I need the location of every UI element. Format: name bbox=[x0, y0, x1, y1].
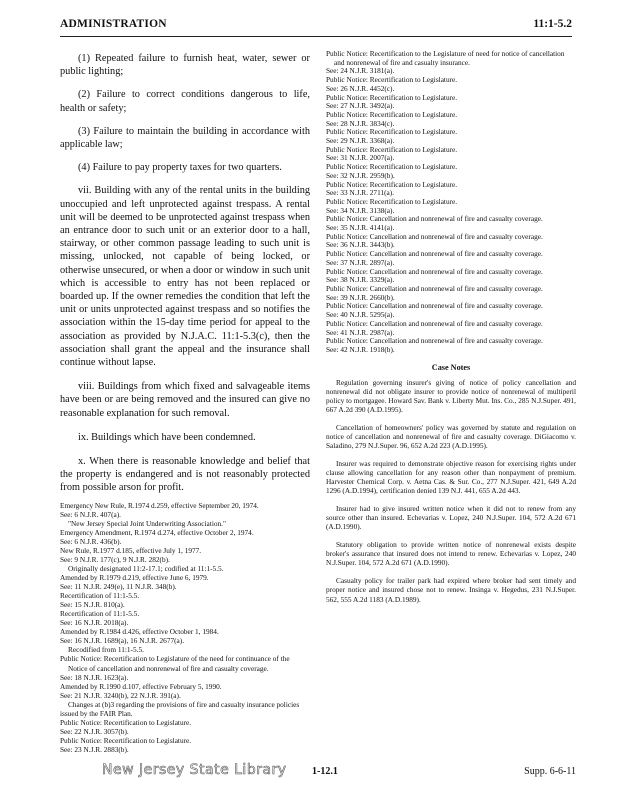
rule-item-3: (3) Failure to maintain the building in accordance with applicable law; bbox=[60, 125, 310, 151]
history-line: Public Notice: Recertification to Legislature. bbox=[326, 127, 458, 137]
history-line: See: 6 N.J.R. 436(b). bbox=[60, 536, 122, 546]
history-line: See: 11 N.J.R. 249(e), 11 N.J.R. 348(b). bbox=[60, 582, 177, 592]
history-line: Public Notice: Recertification to Legislature. bbox=[326, 92, 458, 102]
history-line: See: 29 N.J.R. 3368(a). bbox=[326, 136, 395, 146]
history-line: Emergency Amendment, R.1974 d.274, effective October 2, 1974. bbox=[60, 527, 254, 537]
case-notes-heading: Case Notes bbox=[431, 362, 471, 372]
rule-item-vii: vii. Building with any of the rental units in the building unoccupied and left unprotected against trespass. A rental unit will be deemed to be unprotected against trespass when an entrance door to such unit or an exterior door to a hall, stairway, or other common passage leading to such unit is missing, unlocked, not capable of being locked, or otherwise unsecured, or when a door or window in such unit which is accessible to entry has not been replaced or boarded up. If the owner remedies the condition that left the unit or units unprotected against trespass and so notifies the association within the 15-day time period for appeal to the association as provided by N.J.A.C. 11:1-5.3(c), then the association shall grant the appeal and the insurance shall continue without lapse. bbox=[60, 185, 310, 369]
header-section-title: ADMINISTRATION bbox=[60, 18, 167, 30]
history-notes-right bbox=[326, 50, 576, 355]
history-line: See: 31 N.J.R. 2007(a). bbox=[326, 153, 395, 163]
history-line: See: 23 N.J.R. 2883(b). bbox=[60, 744, 129, 754]
history-line: See: 36 N.J.R. 3443(b). bbox=[326, 240, 395, 250]
rule-item-x: x. When there is reasonable knowledge and belief that the property is endangered and is not reasonably protected from possible arson for profit. bbox=[60, 456, 310, 494]
history-line: See: 26 N.J.R. 4452(c). bbox=[326, 83, 395, 93]
history-line: Amended by R.1984 d.426, effective October 1, 1984. bbox=[60, 627, 219, 637]
history-line: See: 18 N.J.R. 1623(a). bbox=[60, 672, 129, 682]
history-line: See: 28 N.J.R. 3834(c). bbox=[326, 118, 395, 128]
history-line: See: 27 N.J.R. 3492(a). bbox=[326, 101, 395, 111]
case-note: Regulation governing insurer's giving of notice of policy cancellation and nonrenewal did not obligate insurer to provide notice of nonrenewal of multiperil policy to mortgagee. Howard Sav. Bank v. Liberty Mut. Ins. Co., 285 N.J.Super. 491, 667 A.2d 390 (A.D.1995). bbox=[326, 377, 576, 414]
rule-item-ix: ix. Buildings which have been condemned. bbox=[78, 431, 256, 443]
history-line: Public Notice: Cancellation and nonrenewal of fire and casualty coverage. bbox=[326, 214, 543, 224]
history-line: Public Notice: Cancellation and nonrenewal of fire and casualty coverage. bbox=[326, 318, 543, 328]
supplement-date: Supp. 6-6-11 bbox=[524, 766, 576, 777]
rule-item-1: (1) Repeated failure to furnish heat, water, sewer or public lighting; bbox=[60, 53, 310, 78]
header-rule-line bbox=[60, 36, 572, 37]
history-line: Amended by R.1979 d.219, effective June 6, 1979. bbox=[60, 573, 209, 583]
history-line: See: 42 N.J.R. 1918(b). bbox=[326, 344, 395, 354]
history-line: Public Notice: Cancellation and nonrenewal of fire and casualty coverage. bbox=[326, 266, 543, 276]
history-line: See: 37 N.J.R. 2897(a). bbox=[326, 257, 395, 267]
history-line: Public Notice: Cancellation and nonrenewal of fire and casualty coverage. bbox=[326, 336, 543, 346]
history-line: Public Notice: Recertification to Legislature. bbox=[326, 144, 458, 154]
history-line: See: 16 N.J.R. 2018(a). bbox=[60, 618, 129, 628]
history-line: Recodified from 11:1-5.5. bbox=[68, 645, 144, 655]
case-note: Cancellation of homeowners' policy was governed by statute and regulation on notice of cancellation and nonrenewal of fire and casualty coverage. DiGiacomo v. Saladino, 279 N.J.Super. 96, 652 A.2d 223 (A.D.1995). bbox=[326, 422, 576, 450]
running-header bbox=[60, 18, 572, 32]
history-line: See: 40 N.J.R. 5295(a). bbox=[326, 310, 395, 320]
case-note: Insurer was required to demonstrate objective reason for exercising rights under clause allowing cancellation for any reason other than nonpayment of premium. Harvester Chemical Corp. v. Aetna Cas. & Sur. Co., 277 N.J.Super. 421, 649 A.2d 1296 (A.D.1994), certification denied 139 N.J. 441, 655 A.2d 443. bbox=[326, 458, 576, 496]
history-line: See: 22 N.J.R. 3057(b). bbox=[60, 726, 129, 736]
history-line: Public Notice: Cancellation and nonrenewal of fire and casualty coverage. bbox=[326, 231, 543, 241]
rule-item-4: (4) Failure to pay property taxes for two quarters. bbox=[78, 162, 282, 174]
history-line: See: 34 N.J.R. 3138(a). bbox=[326, 205, 395, 215]
history-line: New Rule, R.1977 d.185, effective July 1, 1977. bbox=[60, 545, 202, 555]
history-line: See: 39 N.J.R. 2660(b). bbox=[326, 292, 395, 302]
page-number: 1-12.1 bbox=[312, 766, 338, 777]
history-line: "New Jersey Special Joint Underwriting Association." bbox=[68, 518, 226, 528]
history-line: Recertification of 11:1-5.5. bbox=[60, 591, 140, 601]
header-rule-number: 11:1-5.2 bbox=[533, 18, 572, 30]
history-line: See: 21 N.J.R. 3240(b), 22 N.J.R. 391(a). bbox=[60, 690, 181, 700]
history-line: See: 32 N.J.R. 2959(b). bbox=[326, 170, 395, 180]
rule-item-2: (2) Failure to correct conditions dangerous to life, health or safety; bbox=[60, 89, 310, 114]
history-line: Public Notice: Recertification to Legislature. bbox=[326, 196, 458, 206]
case-note: Insurer had to give insured written notice when it did not to renew from any source other than insured. Echevarias v. Lopez, 240 N.J.Super. 104, 572 A.2d 671 (A.D.1990). bbox=[326, 504, 576, 532]
history-line: See: 38 N.J.R. 3329(a). bbox=[326, 275, 395, 285]
history-line: See: 9 N.J.R. 177(c), 9 N.J.R. 282(b). bbox=[60, 554, 170, 564]
history-line: Recertification of 11:1-5.5. bbox=[60, 609, 140, 619]
history-line: Public Notice: Recertification to Legislature. bbox=[326, 179, 458, 189]
left-column bbox=[60, 52, 310, 754]
right-column bbox=[326, 50, 576, 613]
history-line: Changes at (b)3 regarding the provisions of fire and casualty insurance policies issued by the FAIR Plan. bbox=[60, 699, 300, 718]
page-footer bbox=[60, 762, 576, 782]
history-line: Public Notice: Recertification to Legislature. bbox=[326, 109, 458, 119]
history-line: Public Notice: Recertification to Legislature. bbox=[326, 75, 458, 85]
history-line: See: 16 N.J.R. 1689(a), 16 N.J.R. 2677(a). bbox=[60, 636, 185, 646]
history-line: See: 15 N.J.R. 810(a). bbox=[60, 600, 125, 610]
case-note: Casualty policy for trailer park had expired where broker had sent timely and proper notice and insured chose not to renew. Insinga v. Hegedus, 231 N.J.Super. 562, 555 A.2d 1183 (A.D.1989). bbox=[326, 576, 576, 604]
history-line: Originally designated 11:2-17.1; codified at 11:1-5.5. bbox=[68, 564, 224, 574]
history-line: Public Notice: Cancellation and nonrenewal of fire and casualty coverage. bbox=[326, 301, 543, 311]
history-line: Public Notice: Recertification to Legislature. bbox=[60, 717, 192, 727]
history-line: Emergency New Rule, R.1974 d.259, effective September 20, 1974. bbox=[60, 500, 259, 510]
history-line: See: 24 N.J.R. 3181(a). bbox=[326, 66, 395, 76]
history-line: See: 41 N.J.R. 2987(a). bbox=[326, 327, 395, 337]
history-notes-left bbox=[60, 501, 310, 754]
library-watermark: New Jersey State Library bbox=[102, 762, 287, 778]
history-line: Public Notice: Recertification to Legislature. bbox=[326, 162, 458, 172]
history-line: Public Notice: Recertification to the Legislature of need for notice of cancellation and nonrenewal of fire and casualty insurance. bbox=[326, 49, 565, 67]
rule-item-viii: viii. Buildings from which fixed and salvageable items have been or are being removed and the insured can give no reasonable explanation for such removal. bbox=[60, 381, 310, 419]
history-line: Public Notice: Recertification to Legislature. bbox=[60, 735, 192, 745]
history-line: Public Notice: Cancellation and nonrenewal of fire and casualty coverage. bbox=[326, 249, 543, 259]
history-line: See: 6 N.J.R. 407(a). bbox=[60, 509, 122, 519]
history-line: See: 33 N.J.R. 2711(a). bbox=[326, 188, 395, 198]
history-line: Public Notice: Recertification to Legislature of the need for continuance of the Notice of cancellation and nonrenewal of fire and casualty coverage. bbox=[60, 654, 290, 673]
history-line: Public Notice: Cancellation and nonrenewal of fire and casualty coverage. bbox=[326, 283, 543, 293]
history-line: See: 35 N.J.R. 4141(a). bbox=[326, 223, 395, 233]
case-note: Statutory obligation to provide written notice of nonrenewal exists despite broker's assurance that insured does not intend to renew. Echevarias v. Lopez, 240 N.J.Super. 104, 572 A.2d 671 (A.D.1990). bbox=[326, 540, 576, 568]
history-line: Amended by R.1990 d.107, effective February 5, 1990. bbox=[60, 681, 222, 691]
